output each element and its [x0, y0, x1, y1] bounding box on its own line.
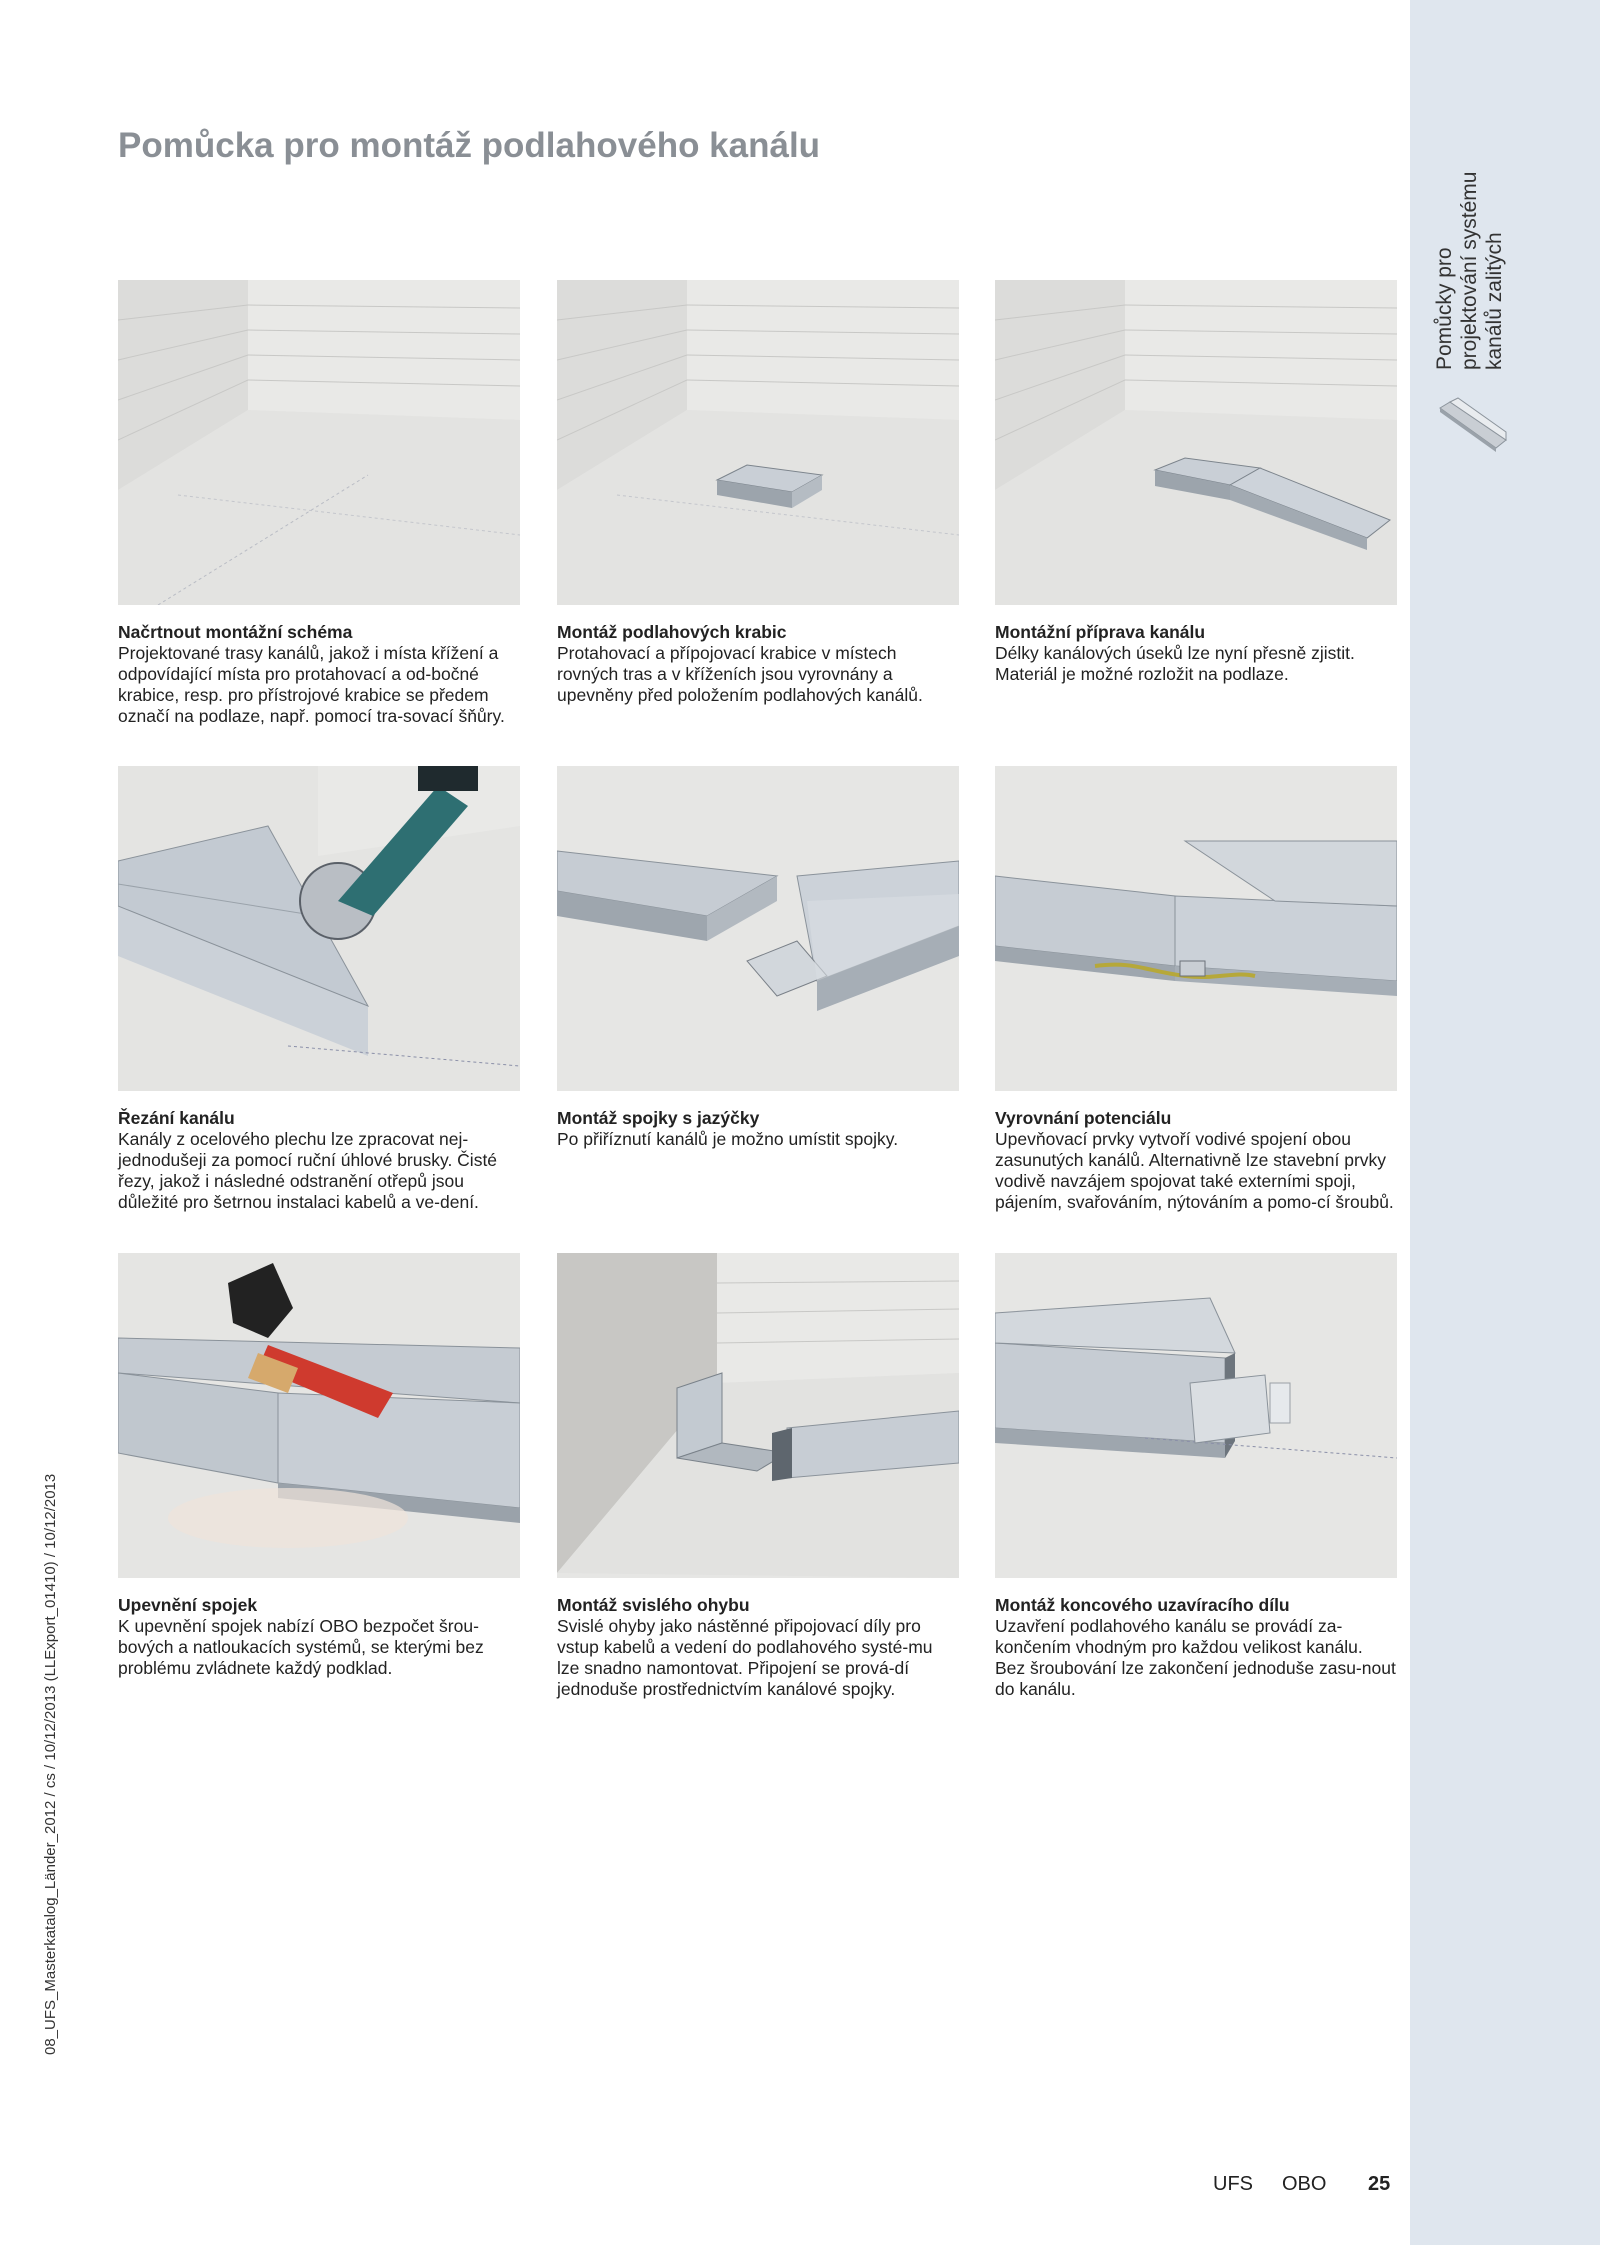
step-card-4: [118, 766, 520, 1213]
step-4-text: Kanály z ocelového plechu lze zpracovat nej-jednodušeji za pomocí ruční úhlové brusky. Čisté řezy, jakož i následné odstranění otřepů jsou důležité pro šetrnou instalaci kabelů a ve-dení.: [118, 1129, 498, 1212]
step-card-3: [995, 280, 1397, 685]
page-number: 25: [1368, 2173, 1391, 2195]
footer-product-label: UFS: [1213, 2173, 1253, 2195]
potential-equalisation-photo: [995, 766, 1397, 1091]
side-label-line-2: projektování systému: [1458, 171, 1481, 370]
step-card-2: [557, 280, 959, 706]
floor-box-mounting-photo: [557, 280, 959, 605]
document-meta-vertical: 08_UFS_Masterkatalog_Länder_2012 / cs / 10/12/2013 (LLExport_01410) / 10/12/2013: [42, 1473, 59, 2055]
step-8-title: Montáž svislého ohybu: [557, 1595, 750, 1615]
vertical-bend-photo: [557, 1253, 959, 1578]
step-7-title: Upevnění spojek: [118, 1595, 258, 1615]
step-6-title: Vyrovnání potenciálu: [995, 1108, 1172, 1128]
end-closure-photo: [995, 1253, 1397, 1578]
step-8-text: Svislé ohyby jako nástěnné připojovací díly pro vstup kabelů a vedení do podlahového systé-mu lze snadno namontovat. Připojení se prová-dí jednoduše prostřednictvím kanálové spojky.: [557, 1616, 933, 1699]
duct-cutting-grinder-photo: [118, 766, 520, 1091]
step-5-title: Montáž spojky s jazýčky: [557, 1108, 760, 1128]
side-section-label: [1432, 70, 1507, 370]
step-card-7: [118, 1253, 520, 1679]
step-card-9: [995, 1253, 1397, 1700]
side-label-line-1: Pomůcky pro: [1433, 247, 1456, 370]
step-2-title: Montáž podlahových krabic: [557, 622, 787, 642]
step-7-text: K upevnění spojek nabízí OBO bezpočet šrou-bových a natloukacích systémů, se kterými bez problému zvládnete každý podklad.: [118, 1616, 484, 1678]
step-2-text: Protahovací a přípojovací krabice v místech rovných tras a v kříženích jsou vyrovnány a upevněny před položením podlahových kanálů.: [557, 643, 923, 705]
step-1-text: Projektované trasy kanálů, jakož i místa křížení a odpovídající místa pro protahovací a od-bočné krabice, resp. pro přístrojové krabice se předem označí na podlaze, např. pomocí tra-sovací šňůry.: [118, 643, 505, 726]
step-6-text: Upevňovací prvky vytvoří vodivé spojení obou zasunutých kanálů. Alternativně lze stavební prvky vodivě navzájem spojovat také externími spoji, pájením, svařováním, nýtováním a pomo-cí šroubů.: [995, 1129, 1394, 1212]
step-1-title: Načrtnout montážní schéma: [118, 622, 353, 642]
side-label-line-3: kanálů zalitých: [1483, 232, 1506, 370]
footer-brand-label: OBO: [1282, 2173, 1327, 2195]
step-9-title: Montáž koncového uzavíracího dílu: [995, 1595, 1290, 1615]
duct-preparation-photo: [995, 280, 1397, 605]
step-card-8: [557, 1253, 959, 1700]
step-3-text: Délky kanálových úseků lze nyní přesně zjistit. Materiál je možné rozložit na podlaze.: [995, 643, 1355, 684]
fixing-connectors-hammer-photo: [118, 1253, 520, 1578]
step-card-5: [557, 766, 959, 1150]
marking-floor-layout-photo: [118, 280, 520, 605]
step-9-text: Uzavření podlahového kanálu se provádí za-končením vhodným pro každou velikost kanálu. Bez šroubování lze zakončení jednoduše zasu-nout do kanálu.: [995, 1616, 1396, 1699]
step-card-6: [995, 766, 1397, 1213]
step-5-text: Po přiříznutí kanálů je možno umístit spojky.: [557, 1129, 899, 1149]
step-4-title: Řezání kanálu: [118, 1108, 235, 1128]
page-title: Pomůcka pro montáž podlahového kanálu: [118, 126, 821, 165]
tongue-connector-photo: [557, 766, 959, 1091]
step-card-1: [118, 280, 520, 727]
step-3-title: Montážní příprava kanálu: [995, 622, 1206, 642]
duct-thumbnail-icon: [1438, 388, 1508, 458]
